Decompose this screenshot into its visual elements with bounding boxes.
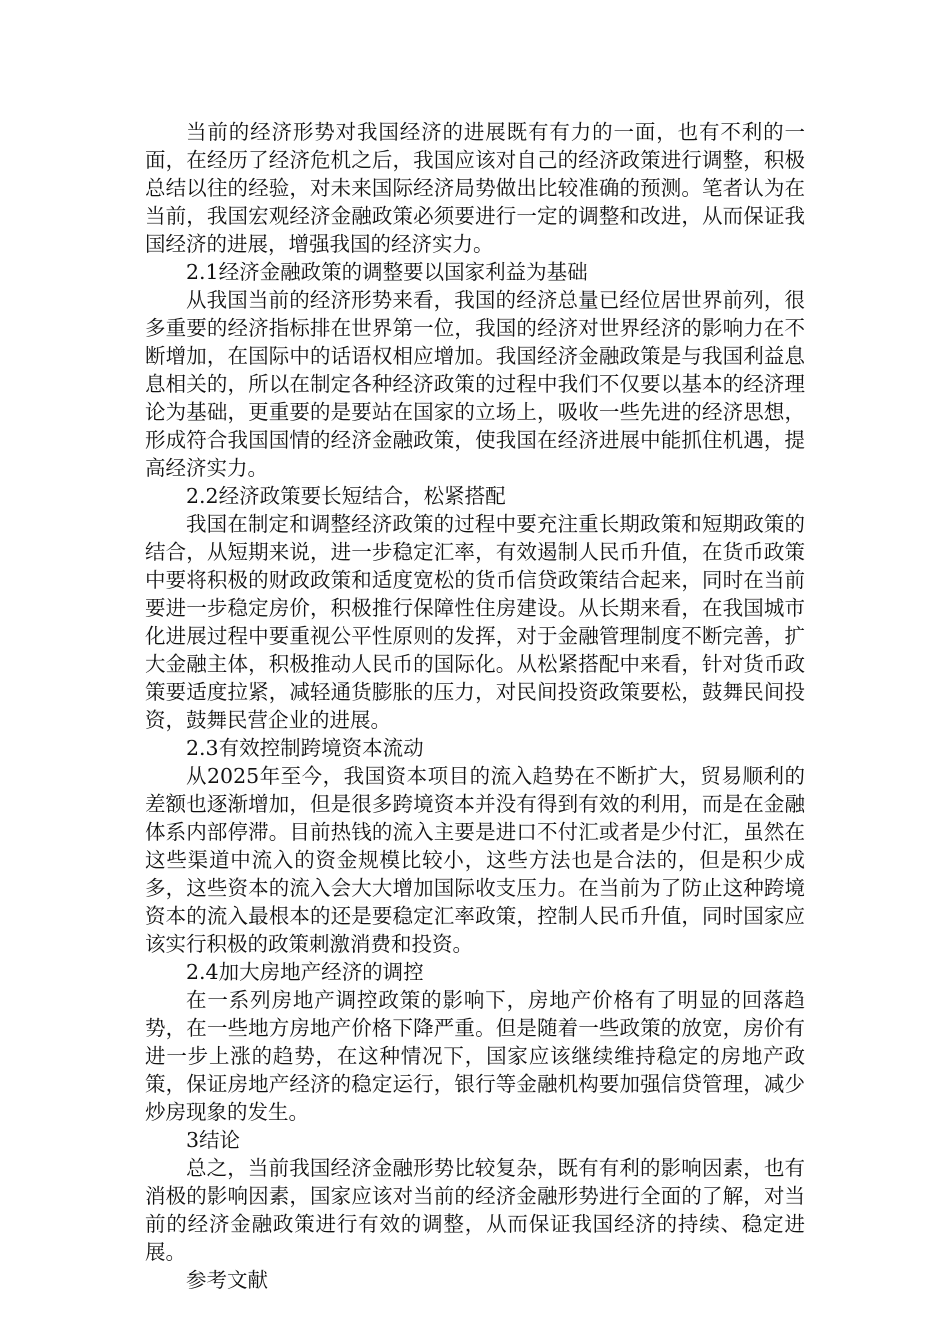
section-heading-conclusion: 3结论 xyxy=(186,1128,241,1152)
section-2-2-paragraph: 我国在制定和调整经济政策的过程中要充注重长期政策和短期政策的结合，从短期来说，进一步稳定汇率，有效遏制人民币升值，在货币政策中要将积极的财政政策和适度宽松的货币信贷政策结合起来，同时在当前要进一步稳定房价，积极推行保障性住房建设。从长期来看，在我国城市化进展过程中要重视公平性原则的发挥，对于金融管理制度不断完善，扩大金融主体，积极推动人民币的国际化。从松紧搭配中来看，针对货币政策要适度拉紧，减轻通货膨胀的压力，对民间投资政策要松，鼓舞民间投资，鼓舞民营企业的进展。 xyxy=(145,512,805,732)
section-heading-2-3: 2.3有效控制跨境资本流动 xyxy=(186,736,424,760)
intro-paragraph: 当前的经济形势对我国经济的进展既有有力的一面，也有不利的一面，在经历了经济危机之后，我国应该对自己的经济政策进行调整，积极总结以往的经验，对未来国际经济局势做出比较准确的预测。笔者认为在当前，我国宏观经济金融政策必须要进行一定的调整和改进，从而保证我国经济的进展，增强我国的经济实力。 xyxy=(145,120,805,256)
conclusion-paragraph: 总之，当前我国经济金融形势比较复杂，既有有利的影响因素，也有消极的影响因素，国家应该对当前的经济金融形势进行全面的了解，对当前的经济金融政策进行有效的调整，从而保证我国经济的持续、稳定进展。 xyxy=(145,1156,805,1264)
document-page xyxy=(145,118,805,1294)
section-heading-2-1: 2.1经济金融政策的调整要以国家利益为基础 xyxy=(186,260,588,284)
references-heading: 参考文献 xyxy=(186,1268,268,1292)
section-heading-2-4: 2.4加大房地产经济的调控 xyxy=(186,960,424,984)
section-heading-2-2: 2.2经济政策要长短结合，松紧搭配 xyxy=(186,484,506,508)
section-2-3-paragraph: 从2025年至今，我国资本项目的流入趋势在不断扩大，贸易顺利的差额也逐渐增加，但是很多跨境资本并没有得到有效的利用，而是在金融体系内部停滞。目前热钱的流入主要是进口不付汇或者是少付汇，虽然在这些渠道中流入的资金规模比较小，这些方法也是合法的，但是积少成多，这些资本的流入会大大增加国际收支压力。在当前为了防止这种跨境资本的流入最根本的还是要稳定汇率政策，控制人民币升值，同时国家应该实行积极的政策刺激消费和投资。 xyxy=(145,764,805,956)
section-2-1-paragraph: 从我国当前的经济形势来看，我国的经济总量已经位居世界前列，很多重要的经济指标排在世界第一位，我国的经济对世界经济的影响力在不断增加，在国际中的话语权相应增加。我国经济金融政策是与我国利益息息相关的，所以在制定各种经济政策的过程中我们不仅要以基本的经济理论为基础，更重要的是要站在国家的立场上，吸收一些先进的经济思想，形成符合我国国情的经济金融政策，使我国在经济进展中能抓住机遇，提高经济实力。 xyxy=(145,288,805,480)
section-2-4-paragraph: 在一系列房地产调控政策的影响下，房地产价格有了明显的回落趋势，在一些地方房地产价格下降严重。但是随着一些政策的放宽，房价有进一步上涨的趋势，在这种情况下，国家应该继续维持稳定的房地产政策，保证房地产经济的稳定运行，银行等金融机构要加强信贷管理，减少炒房现象的发生。 xyxy=(145,988,805,1124)
